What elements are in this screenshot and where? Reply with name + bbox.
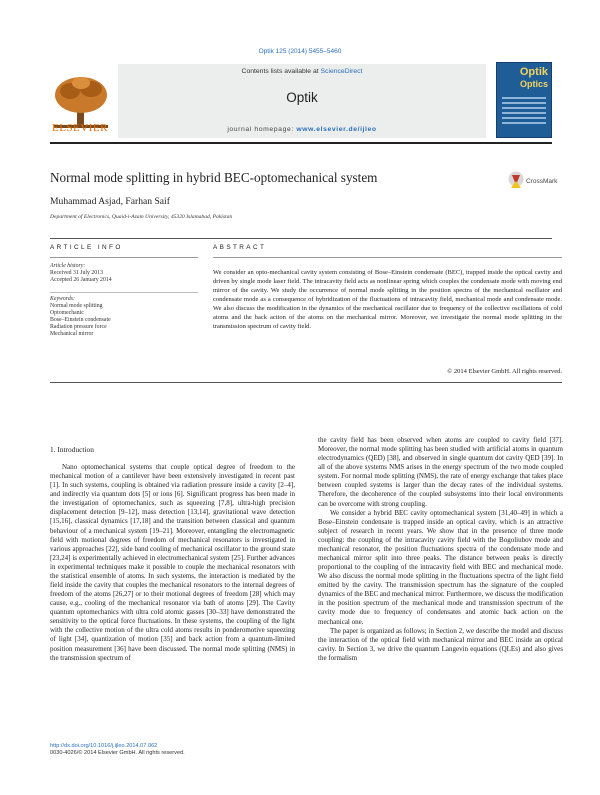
info-rule <box>50 257 198 258</box>
body-column-left <box>50 463 295 663</box>
intro-paragraph-continued: the cavity field has been observed when atoms are coupled to cavity field [37]. Moreover, the normal mode splitting has been studied with artificial atoms in quantum electrodynamics (QED) [38], and observed in single quantum dot cavity QED [39]. In all of the above systems NMS arises in the energy spectrum of the two mode coupled system. For normal mode splitting (NMS), the rate of energy exchange that takes place between coupled systems is larger than the decay rates of the individual systems. Therefore, the decoherence of the coupled subsystems into their local environments can be overcome with strong coupling. <box>318 436 563 508</box>
keyword-item: Optomechanic <box>50 310 84 316</box>
intro-paragraph-2: We consider a hybrid BEC cavity optomechanical system [31,40–49] in which a Bose–Einstein condensate is trapped inside an optical cavity, which is an attractive subject of research in recent years. We show that in the presence of three mode coupling: the coupling of the intracavity cavity field with the Bogoliubov mode and mechanical resonator, the position fluctuations spectra of the condensate mode and mechanical mirror split into three peaks. The distance between peaks is directly proportional to the coupling of the intracavity field with BEC and mechanical mode. We also discuss the normal mode splitting in the fluctuations spectra of the light field emitted by the cavity. The transmission spectrum has the signature of the coupled dynamics of the BEC and mechanical mirror. Furthermore, we discuss the modification in the position spectrum of the mechanical mode and transmission spectrum of the cavity mode due to frequency of condensates and atomic back action on the mechanical one. <box>318 508 563 626</box>
crossmark-badge[interactable] <box>508 171 560 193</box>
keyword-item: Mechanical mirror <box>50 331 94 337</box>
issn-line: 0030-4026/© 2014 Elsevier GmbH. All rights reserved. <box>50 750 185 756</box>
article-history <box>50 263 200 284</box>
keywords-rule <box>50 292 198 293</box>
sciencedirect-link[interactable]: ScienceDirect <box>320 68 363 75</box>
article-info-heading: ARTICLE INFO <box>50 244 123 251</box>
doi-link[interactable]: http://dx.doi.org/10.1016/j.ijleo.2014.07.062 <box>50 743 158 749</box>
affiliation: Department of Electronics, Quaid-i-Azam University, 45320 Islamabad, Pakistan <box>50 214 233 220</box>
crossmark-icon <box>508 171 524 193</box>
info-top-rule <box>50 238 552 239</box>
intro-paragraph: Nano optomechanical systems that couple optical degree of freedom to the mechanical motion of a cantilever have been extensively investigated in recent past [1]. In such systems, coupling is obtained via radiation pressure inside a cavity [2–4], and indirectly via quantum dots [5] or ions [6]. Significant progress has been made in the investigation of optomechanics, such as squeezing [7,8], ultra-high precision displacement detection [9–12], mass detection [13,14], gravitational wave detection [15,16], classical dynamics [17,18] and the transition between classical and quantum behaviour of a mechanical system [19–21]. Moreover, entangling the electromagnetic field with motional degrees of freedom of mechanical resonators is investigated in various approaches [22], side band cooling of mechanical oscillator to the ground state [23,24] is experimentally achieved in electromechanical system [25]. Further advances in experimental techniques make it possible to couple the mechanical resonators with the statistical ensemble of atoms. In such systems, the interaction is mediated by the field inside the cavity that couples the mechanical resonators to the internal degrees of freedom of the atoms [26,27] or to their motional degrees of freedom [28] which may cause, e.g., cooling of the mechanical resonator via bath of atoms [29]. The Cavity quantum optomechanics with ultra cold atomic gasses [30–33] have demonstrated the sensitivity to the optical force fluctuations. In these systems, the coupling of the light with the collective motion of the ultra cold atoms results in ponderomotive squeezing of light [34], quantization of motion [35] and back action from a quantum-limited position measurement [36] have been discussed. The normal mode splitting (NMS) in the transmission spectrum of <box>50 463 295 662</box>
crossmark-label: CrossMark <box>526 178 558 185</box>
keyword-item: Bose–Einstein condensate <box>50 317 111 323</box>
publisher-name: ELSEVIER <box>52 122 108 134</box>
footer <box>50 743 185 757</box>
accepted-date: Accepted 26 January 2014 <box>50 277 112 283</box>
article-title: Normal mode splitting in hybrid BEC-optomechanical system <box>50 170 378 185</box>
keyword-item: Normal mode splitting <box>50 303 103 309</box>
body-column-right <box>318 436 563 663</box>
abstract-rule <box>213 257 562 258</box>
homepage-prefix: journal homepage: <box>227 126 297 133</box>
received-date: Received 31 July 2013 <box>50 270 103 276</box>
cover-decoration <box>502 97 546 127</box>
journal-reference[interactable]: Optik 125 (2014) 5455–5460 <box>258 48 342 55</box>
keywords-block <box>50 296 200 338</box>
history-label: Article history: <box>50 263 86 269</box>
cover-subtitle: Optics <box>519 79 548 89</box>
intro-paragraph-3: The paper is organized as follows; in Section 2, we describe the model and discuss the interaction of the optical field with mechanical mirror and BEC inside an optical cavity. In Section 3, we drive the quantum Langevin equations (QLEs) and also gives the formalism <box>318 626 563 662</box>
contents-line <box>118 68 486 75</box>
journal-name: Optik <box>286 90 318 105</box>
journal-cover-image <box>496 62 552 138</box>
section-heading-introduction: 1. Introduction <box>50 445 94 454</box>
author-list: Muhammad Asjad, Farhan Saif <box>50 196 170 207</box>
homepage-link[interactable]: www.elsevier.de/ijleo <box>296 126 377 133</box>
copyright-notice: © 2014 Elsevier GmbH. All rights reserved. <box>447 368 562 375</box>
abstract-text: We consider an opto-mechanical cavity system consisting of Bose–Einstein condensate (BEC), trapped inside the optical cavity and driven by single mode laser field. The intracavity field acts as nonlinear spring which couples the condensate mode with moving end mirror of the cavity. We study the occurrence of normal mode splitting in the position spectra of the mechanical oscillator and condensate mode as a consequence of hybridization of the fluctuations of intracavity field, mechanical mode and condensate mode. We also discuss the modification in the dynamics of the mechanical oscillator due to frequency of the collective oscillations of cold atoms and the back action of the atoms on the mechanical mirror. Moreover, we investigate the normal mode splitting in the transmission spectrum of cavity field. <box>213 269 562 331</box>
abstract-bottom-rule <box>50 382 562 383</box>
cover-title: Optik <box>519 66 548 78</box>
contents-prefix: Contents lists available at <box>241 68 321 75</box>
header-divider <box>50 142 552 144</box>
abstract-heading: ABSTRACT <box>213 244 267 251</box>
journal-homepage <box>118 126 486 133</box>
keyword-item: Radiation pressure force <box>50 324 107 330</box>
keywords-label: Keywords: <box>50 296 75 302</box>
